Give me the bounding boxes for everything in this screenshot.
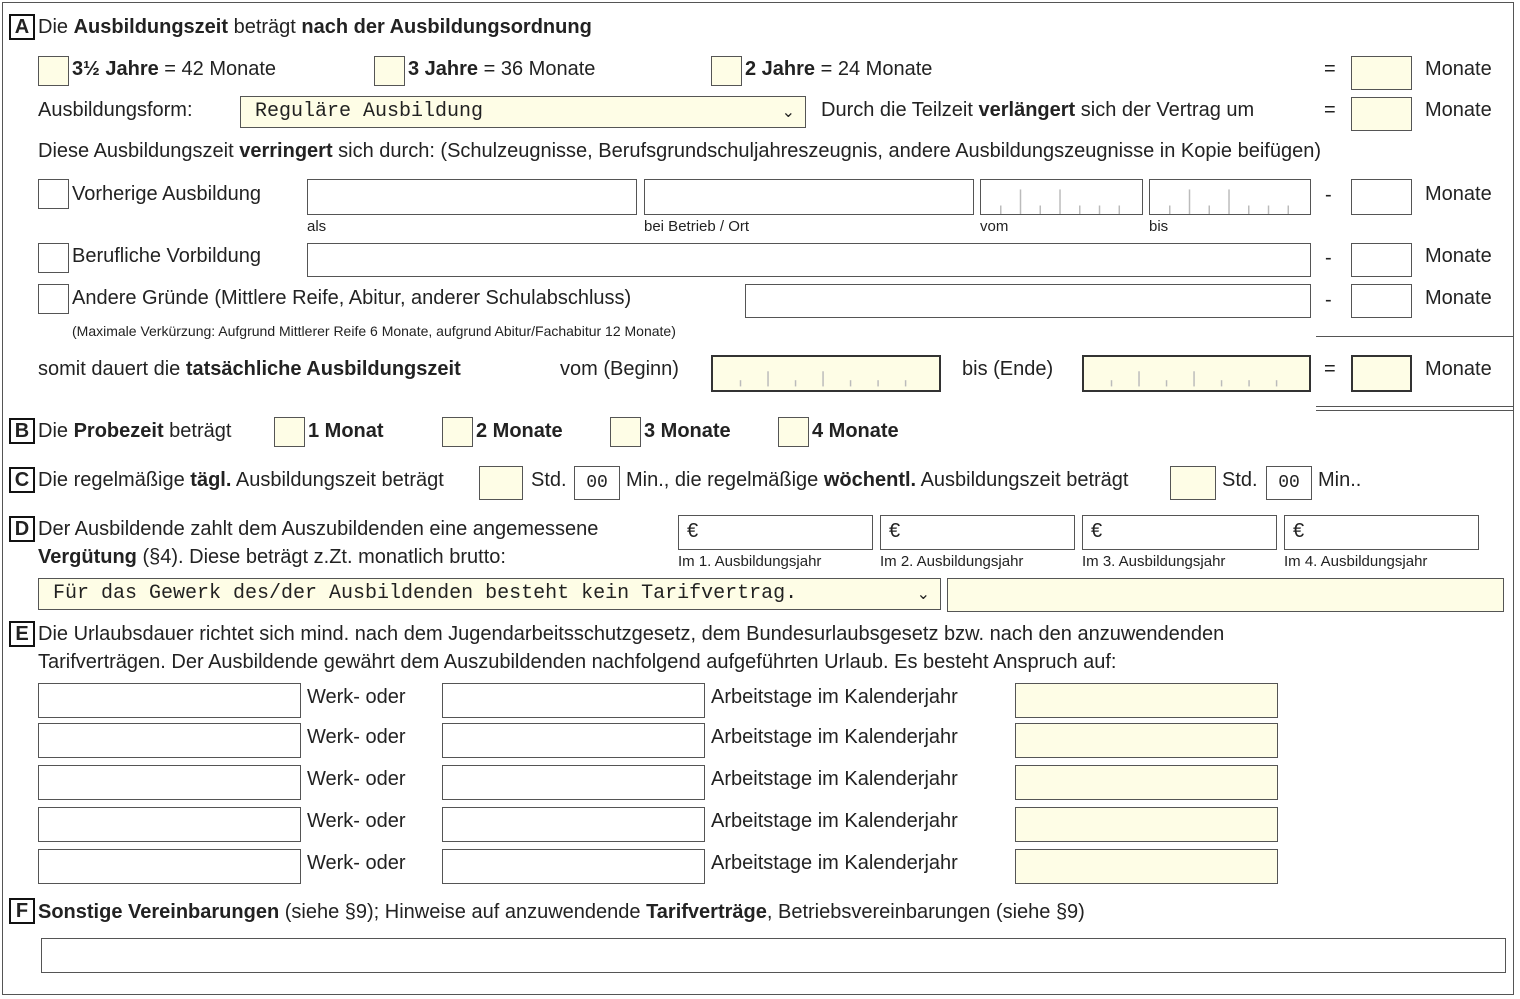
probation-1-label: 1 Monat [308, 420, 384, 442]
months-label: Monate [1425, 287, 1492, 309]
prev-training-checkbox[interactable] [38, 179, 69, 209]
other-agreements-input[interactable] [41, 938, 1506, 973]
werk-oder-label: Werk- oder [307, 810, 406, 832]
arbeitstage-label: Arbeitstage im Kalenderjahr [711, 810, 958, 832]
duration-2-checkbox[interactable] [711, 56, 742, 86]
sub-label-als: als [307, 218, 327, 235]
other-reasons-months-field[interactable] [1351, 284, 1412, 318]
max-reduction-note: (Maximale Verkürzung: Aufgrund Mittlerer Reife 6 Monate, aufgrund Abitur/Fachabitur 12 Monate) [72, 323, 676, 339]
other-agreements-label: Sonstige Vereinbarungen (siehe §9); Hinweise auf anzuwendende Tarifverträge, Betriebsvereinbarungen (siehe §9) [38, 901, 1085, 923]
euro-icon: € [687, 520, 699, 542]
chevron-down-icon: ⌄ [916, 584, 930, 603]
vacation-extra-input[interactable] [1015, 765, 1278, 800]
probation-label: Die Probezeit beträgt [38, 420, 232, 442]
vacation-days-input[interactable] [442, 849, 705, 884]
teilzeit-months-field[interactable] [1351, 97, 1412, 131]
section-b-letter: B [9, 418, 35, 444]
vacation-year-input[interactable] [38, 807, 301, 842]
duration-3-5-label: 3½ Jahre = 42 Monate [72, 58, 277, 80]
arbeitstage-label: Arbeitstage im Kalenderjahr [711, 768, 958, 790]
probation-2-checkbox[interactable] [442, 417, 473, 447]
end-label: bis (Ende) [962, 358, 1054, 380]
form-type-select[interactable] [240, 96, 806, 128]
date-ticks [1084, 357, 1309, 390]
duration-3-checkbox[interactable] [374, 56, 405, 86]
year4-pay-input[interactable] [1284, 515, 1479, 550]
duration-months-field[interactable] [1351, 56, 1412, 90]
date-ticks [981, 180, 1142, 214]
std-label: Std. [1222, 469, 1258, 491]
end-date-input[interactable] [1082, 355, 1311, 392]
prev-vom-date[interactable] [980, 179, 1143, 215]
vacation-line1: Die Urlaubsdauer richtet sich mind. nach dem Jugendarbeitsschutzgesetz, dem Bundesurlaubsgesetz bzw. nach den anzuwendenden [38, 623, 1225, 645]
year3-label: Im 3. Ausbildungsjahr [1082, 553, 1226, 570]
vacation-days-input[interactable] [442, 683, 705, 718]
actual-duration-label: somit dauert die tatsächliche Ausbildungszeit [38, 358, 461, 380]
year1-label: Im 1. Ausbildungsjahr [678, 553, 822, 570]
duration-3-label: 3 Jahre = 36 Monate [408, 58, 596, 80]
arbeitstage-label: Arbeitstage im Kalenderjahr [711, 686, 958, 708]
tariff-value: Für das Gewerk des/der Ausbildenden besteht kein Tarifvertrag. [53, 582, 798, 605]
year1-pay-input[interactable] [678, 515, 873, 550]
section-a-letter: A [9, 14, 35, 40]
section-f-letter: F [9, 898, 35, 924]
section-a-heading: Die Ausbildungszeit beträgt nach der Ausbildungsordnung [38, 16, 592, 38]
vacation-extra-input[interactable] [1015, 723, 1278, 758]
arbeitstage-label: Arbeitstage im Kalenderjahr [711, 726, 958, 748]
prior-education-label: Berufliche Vorbildung [72, 245, 262, 267]
probation-1-checkbox[interactable] [274, 417, 305, 447]
divider [1316, 336, 1514, 337]
vacation-year-input[interactable] [38, 723, 301, 758]
start-label: vom (Beginn) [560, 358, 679, 380]
months-label: Monate [1425, 358, 1492, 380]
werk-oder-label: Werk- oder [307, 852, 406, 874]
year3-pay-input[interactable] [1082, 515, 1277, 550]
probation-4-label: 4 Monate [812, 420, 899, 442]
reduce-text: Diese Ausbildungszeit verringert sich durch: (Schulzeugnisse, Berufsgrundschuljahreszeugnis, andere Ausbildungszeugnisse in Kopie beifügen) [38, 140, 1321, 162]
section-d-letter: D [9, 516, 35, 542]
probation-3-label: 3 Monate [644, 420, 731, 442]
equals-sign: = [1324, 58, 1336, 80]
divider [1316, 410, 1514, 411]
start-date-input[interactable] [711, 355, 941, 392]
prev-months-field[interactable] [1351, 179, 1412, 215]
tariff-details-input[interactable] [947, 578, 1504, 612]
prev-training-label: Vorherige Ausbildung [72, 183, 262, 205]
std-label: Std. [531, 469, 567, 491]
minus-sign: - [1325, 184, 1332, 206]
year2-label: Im 2. Ausbildungsjahr [880, 553, 1024, 570]
daily-hours-input[interactable] [479, 466, 523, 500]
weekly-hours-input[interactable] [1170, 466, 1216, 500]
tariff-select[interactable] [38, 578, 941, 610]
section-c-letter: C [9, 467, 35, 493]
prev-als-input[interactable] [307, 179, 637, 215]
euro-icon: € [1091, 520, 1103, 542]
sub-label-betrieb: bei Betrieb / Ort [644, 218, 750, 235]
min-end-label: Min.. [1318, 469, 1362, 491]
equals-sign: = [1324, 99, 1336, 121]
weekly-hours-label: Min., die regelmäßige wöchentl. Ausbildungszeit beträgt [626, 469, 1129, 491]
werk-oder-label: Werk- oder [307, 686, 406, 708]
compensation-line2: Vergütung (§4). Diese beträgt z.Zt. monatlich brutto: [38, 546, 506, 568]
actual-months-field[interactable] [1351, 355, 1412, 392]
daily-hours-label: Die regelmäßige tägl. Ausbildungszeit beträgt [38, 469, 444, 491]
section-e-letter: E [9, 621, 35, 647]
vacation-extra-input[interactable] [1015, 683, 1278, 718]
vacation-line2: Tarifverträgen. Der Ausbildende gewährt dem Auszubildenden nachfolgend aufgeführten Urlaub. Es besteht Anspruch auf: [38, 651, 1117, 673]
sub-label-bis: bis [1149, 218, 1169, 235]
date-ticks [713, 357, 939, 390]
daily-minutes-input[interactable]: 00 [574, 466, 620, 500]
compensation-line1: Der Ausbildende zahlt dem Auszubildenden eine angemessene [38, 518, 599, 540]
duration-2-label: 2 Jahre = 24 Monate [745, 58, 933, 80]
vacation-days-input[interactable] [442, 723, 705, 758]
duration-3-5-checkbox[interactable] [38, 56, 69, 86]
prior-education-input[interactable] [307, 243, 1311, 277]
equals-sign: = [1324, 358, 1336, 380]
vacation-year-input[interactable] [38, 849, 301, 884]
prev-bis-date[interactable] [1149, 179, 1311, 215]
form-type-value: Reguläre Ausbildung [255, 100, 484, 123]
probation-2-label: 2 Monate [476, 420, 563, 442]
months-label: Monate [1425, 183, 1492, 205]
other-reasons-checkbox[interactable] [38, 284, 69, 314]
vacation-days-input[interactable] [442, 765, 705, 800]
prev-betrieb-input[interactable] [644, 179, 974, 215]
vacation-extra-input[interactable] [1015, 849, 1278, 884]
vacation-year-input[interactable] [38, 683, 301, 718]
sub-label-vom: vom [980, 218, 1009, 235]
months-label: Monate [1425, 58, 1492, 80]
werk-oder-label: Werk- oder [307, 768, 406, 790]
months-label: Monate [1425, 245, 1492, 267]
date-ticks [1150, 180, 1310, 214]
prior-education-checkbox[interactable] [38, 243, 69, 273]
vacation-year-input[interactable] [38, 765, 301, 800]
probation-4-checkbox[interactable] [778, 417, 809, 447]
vacation-extra-input[interactable] [1015, 807, 1278, 842]
euro-icon: € [1293, 520, 1305, 542]
other-reasons-label: Andere Gründe (Mittlere Reife, Abitur, anderer Schulabschluss) [72, 287, 632, 309]
other-reasons-input[interactable] [745, 284, 1311, 318]
arbeitstage-label: Arbeitstage im Kalenderjahr [711, 852, 958, 874]
euro-icon: € [889, 520, 901, 542]
form-type-label: Ausbildungsform: [38, 99, 193, 121]
vacation-days-input[interactable] [442, 807, 705, 842]
probation-3-checkbox[interactable] [610, 417, 641, 447]
weekly-minutes-input[interactable]: 00 [1266, 466, 1312, 500]
months-label: Monate [1425, 99, 1492, 121]
teilzeit-label: Durch die Teilzeit verlängert sich der Vertrag um [821, 99, 1255, 121]
year2-pay-input[interactable] [880, 515, 1075, 550]
divider [1316, 406, 1514, 407]
chevron-down-icon: ⌄ [781, 102, 795, 121]
minus-sign: - [1325, 289, 1332, 311]
werk-oder-label: Werk- oder [307, 726, 406, 748]
prior-education-months-field[interactable] [1351, 243, 1412, 277]
minus-sign: - [1325, 247, 1332, 269]
year4-label: Im 4. Ausbildungsjahr [1284, 553, 1428, 570]
